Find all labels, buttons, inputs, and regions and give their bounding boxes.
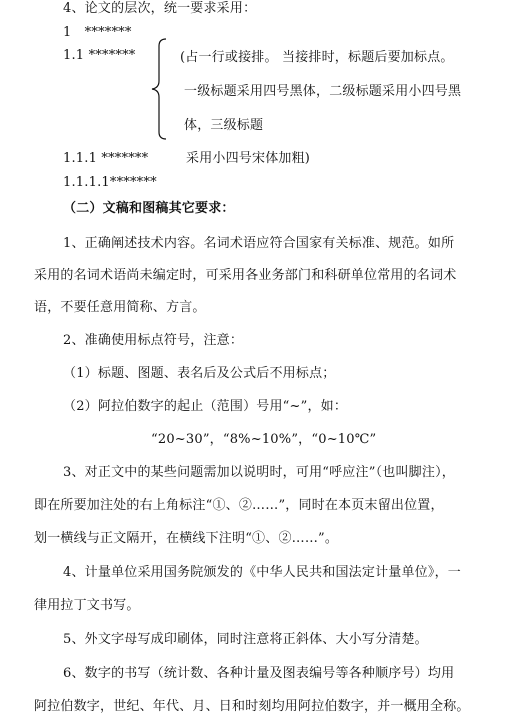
- item-2-sub-2: （2）阿拉伯数字的起止（范围）号用“~”，如：: [63, 399, 348, 414]
- level-2-example: 1.1 *******: [63, 48, 136, 63]
- item-1-line-3: 语，不要任意用简称、方言。: [34, 300, 206, 315]
- level-3-example: 1.1.1 *******: [63, 151, 149, 166]
- item-2-example: “20~30”，“8%~10%”，“0~10℃”: [151, 432, 377, 447]
- item-2-line-1: 2、准确使用标点符号，注意：: [63, 333, 244, 348]
- level-1-example: 1 *******: [63, 25, 132, 40]
- item-6-line-1: 6、数字的书写（统计数、各种计量及图表编号等各种顺序号）均用: [63, 666, 455, 681]
- item-4-line-2: 律用拉丁文书写。: [34, 598, 140, 613]
- item-3-line-3: 划一横线与正文隔开，在横线下注明“①、②……”。: [34, 531, 339, 546]
- section-heading: （二）文稿和图稿其它要求：: [63, 201, 235, 216]
- item-6-line-2: 阿拉伯数字，世纪、年代、月、日和时刻均用阿拉伯数字，并一概用全称。: [34, 699, 470, 714]
- item-3-line-1: 3、对正文中的某些问题需加以说明时，可用“呼应注”（也叫脚注），: [63, 465, 455, 480]
- item-3-line-2: 即在所要加注处的右上角标注“①、②……”，同时在本页末留出位置，: [34, 498, 444, 513]
- curly-brace: [151, 38, 169, 140]
- hierarchy-note-line-2: 一级标题采用四号黑体，二级标题采用小四号黑: [184, 84, 462, 99]
- level-4-example: 1.1.1.1*******: [63, 175, 157, 190]
- hierarchy-note-line-1: (占一行或接排。 当接排时，标题后要加标点。: [180, 50, 454, 65]
- item-2-sub-1: （1）标题、图题、表名后及公式后不用标点；: [63, 366, 336, 381]
- item-4-line-1: 4、计量单位采用国务院颁发的《中华人民共和国法定计量单位》，一: [63, 565, 461, 580]
- hierarchy-note-line-4: 采用小四号宋体加粗): [186, 151, 311, 166]
- hierarchy-note-line-3: 体，三级标题: [184, 118, 264, 133]
- item-5-line-1: 5、外文字母写成印刷体，同时注意将正斜体、大小写分清楚。: [63, 632, 428, 647]
- item-1-line-1: 1、正确阐述技术内容。名词术语应符合国家有关标准、规范。如所: [63, 236, 455, 251]
- hierarchy-intro: 4、论文的层次，统一要求采用：: [63, 1, 257, 16]
- item-1-line-2: 采用的名词术语尚未编定时，可采用各业务部门和科研单位常用的名词术: [34, 268, 457, 283]
